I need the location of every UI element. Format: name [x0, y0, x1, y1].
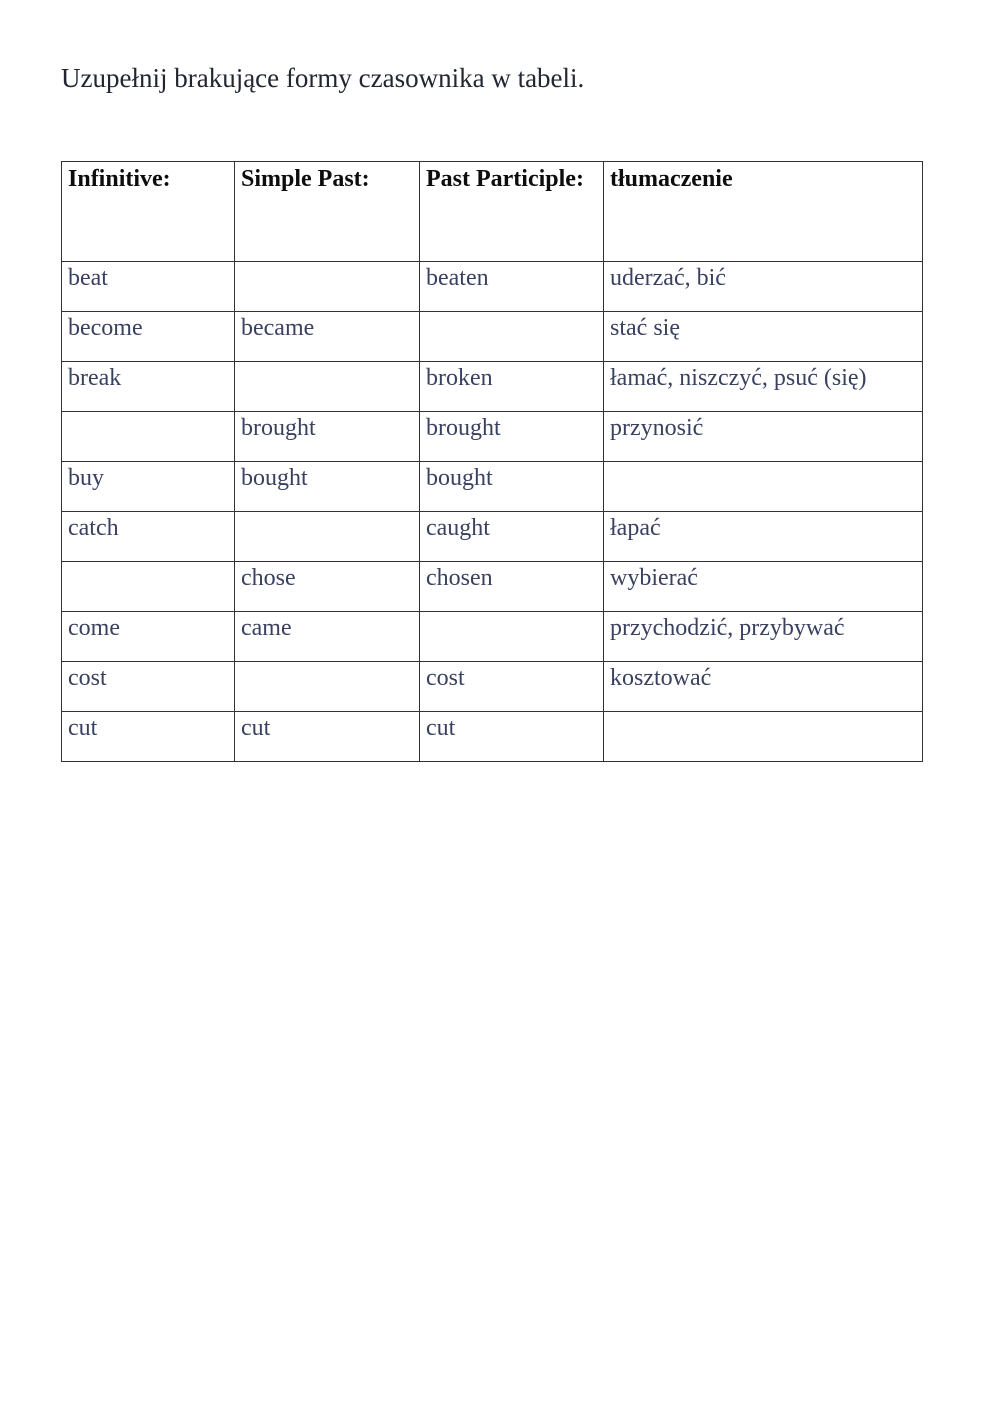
simple-past-cell: cut: [235, 712, 420, 762]
translation-cell: kosztować: [604, 662, 923, 712]
simple-past-cell: chose: [235, 562, 420, 612]
past-participle-cell: cut: [420, 712, 604, 762]
table-row: [62, 562, 923, 612]
table-row: [62, 512, 923, 562]
infinitive-cell: cost: [62, 662, 235, 712]
past-participle-cell-blank[interactable]: [420, 612, 604, 662]
translation-cell: łamać, niszczyć, psuć (się): [604, 362, 923, 412]
simple-past-cell-blank[interactable]: [235, 362, 420, 412]
past-participle-cell: bought: [420, 462, 604, 512]
translation-cell: uderzać, bić: [604, 262, 923, 312]
table-row: [62, 262, 923, 312]
header-row: [62, 162, 923, 262]
simple-past-cell-blank[interactable]: [235, 662, 420, 712]
translation-cell: stać się: [604, 312, 923, 362]
infinitive-cell: cut: [62, 712, 235, 762]
table-row: [62, 612, 923, 662]
table-row: [62, 712, 923, 762]
simple-past-cell: bought: [235, 462, 420, 512]
simple-past-cell-blank[interactable]: [235, 262, 420, 312]
past-participle-cell: beaten: [420, 262, 604, 312]
translation-cell: przychodzić, przybywać: [604, 612, 923, 662]
past-participle-cell: chosen: [420, 562, 604, 612]
past-participle-cell: caught: [420, 512, 604, 562]
simple-past-cell: came: [235, 612, 420, 662]
translation-cell: przynosić: [604, 412, 923, 462]
infinitive-cell-blank[interactable]: [62, 562, 235, 612]
translation-cell: łapać: [604, 512, 923, 562]
table-row: [62, 662, 923, 712]
infinitive-cell: become: [62, 312, 235, 362]
table-row: [62, 412, 923, 462]
infinitive-cell: break: [62, 362, 235, 412]
header-translation: tłumaczenie: [604, 162, 923, 262]
infinitive-cell: beat: [62, 262, 235, 312]
header-infinitive: Infinitive:: [62, 162, 235, 262]
infinitive-cell: buy: [62, 462, 235, 512]
past-participle-cell-blank[interactable]: [420, 312, 604, 362]
simple-past-cell: brought: [235, 412, 420, 462]
irregular-verbs-table: [61, 161, 923, 762]
past-participle-cell: cost: [420, 662, 604, 712]
translation-cell-blank[interactable]: [604, 462, 923, 512]
past-participle-cell: brought: [420, 412, 604, 462]
table-body: [62, 262, 923, 762]
table-row: [62, 462, 923, 512]
infinitive-cell-blank[interactable]: [62, 412, 235, 462]
simple-past-cell-blank[interactable]: [235, 512, 420, 562]
header-past-participle: Past Participle:: [420, 162, 604, 262]
table-row: [62, 362, 923, 412]
infinitive-cell: come: [62, 612, 235, 662]
translation-cell: wybierać: [604, 562, 923, 612]
instruction-text: Uzupełnij brakujące formy czasownika w tabeli.: [61, 63, 585, 93]
table-row: [62, 312, 923, 362]
translation-cell-blank[interactable]: [604, 712, 923, 762]
past-participle-cell: broken: [420, 362, 604, 412]
header-simple-past: Simple Past:: [235, 162, 420, 262]
infinitive-cell: catch: [62, 512, 235, 562]
simple-past-cell: became: [235, 312, 420, 362]
